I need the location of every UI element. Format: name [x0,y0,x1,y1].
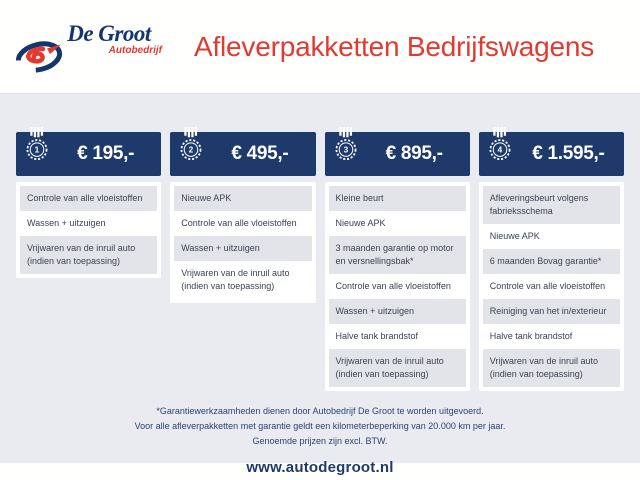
package-item: Vrijwaren van de inruil auto (indien van toepassing) [174,261,311,299]
medal-icon [487,127,514,164]
footnotes [16,404,624,449]
page-title: Afleverpakketten Bedrijfswagens [193,30,595,62]
medal-icon [333,127,360,164]
page-header [0,0,640,93]
package-item: Nieuwe APK [174,186,311,211]
brand-text [54,21,164,56]
package-item: Afleveringsbeurt volgens fabrieksschema [483,186,620,224]
brand-name: De Groot [67,20,151,46]
package-item: Controle van alle vloeistoffen [483,274,620,299]
package-item: Vrijwaren van de inruil auto (indien van toepassing) [20,236,157,274]
package-item: Kleine beurt [329,186,466,211]
package-item-list [16,182,161,278]
medal-icon [178,127,205,164]
package-item: Controle van alle vloeistoffen [174,211,311,236]
package-item-list [325,182,470,391]
package-item: 3 maanden garantie op motor en versnellingsbak* [329,236,466,274]
package-item: Halve tank brandstof [329,324,466,349]
package-item: Vrijwaren van de inruil auto (indien van toepassing) [483,349,620,387]
svg-text:1: 1 [34,145,40,155]
package-item-list [170,182,315,303]
package-header [479,132,624,176]
package-price: € 895,- [385,143,443,164]
package-item: Nieuwe APK [483,224,620,249]
website-url: www.autodegroot.nl [246,459,394,476]
package-item: Wassen + uitzuigen [174,236,311,261]
package-price: € 195,- [77,143,135,164]
brand-subname: Autobedrijf [108,44,162,56]
package-item: Reiniging van het in/exterieur [483,299,620,324]
svg-text:3: 3 [343,145,348,155]
content-area [0,93,640,476]
package-item: Controle van alle vloeistoffen [20,186,157,211]
package-item: Vrijwaren van de inruil auto (indien van toepassing) [329,349,466,387]
package-item: Wassen + uitzuigen [329,299,466,324]
package-header [325,132,470,176]
package-header [16,132,161,176]
package-item: 6 maanden Bovag garantie* [483,249,620,274]
svg-text:4: 4 [497,145,503,155]
package-item-list [479,182,624,391]
package-item: Nieuwe APK [329,211,466,236]
svg-text:2: 2 [188,145,194,155]
brand-logo [14,15,164,79]
package-card [479,132,624,391]
package-price: € 1.595,- [532,143,605,164]
package-item: Controle van alle vloeistoffen [329,274,466,299]
footnote-line: Voor alle afleverpakketten met garantie geldt een kilometerbeperking van 20.000 km per jaar. [134,421,506,431]
package-card [170,132,315,303]
package-item: Wassen + uitzuigen [20,211,157,236]
package-item: Halve tank brandstof [483,324,620,349]
package-card [325,132,470,391]
package-card [16,132,161,278]
footnote-line: Genoemde prijzen zijn excl. BTW. [252,436,388,446]
medal-icon [24,127,51,164]
package-price: € 495,- [231,143,289,164]
packages [16,132,624,391]
footnote-line: *Garantiewerkzaamheden dienen door Autobedrijf De Groot te worden uitgevoerd. [156,406,484,416]
package-header [170,132,315,176]
